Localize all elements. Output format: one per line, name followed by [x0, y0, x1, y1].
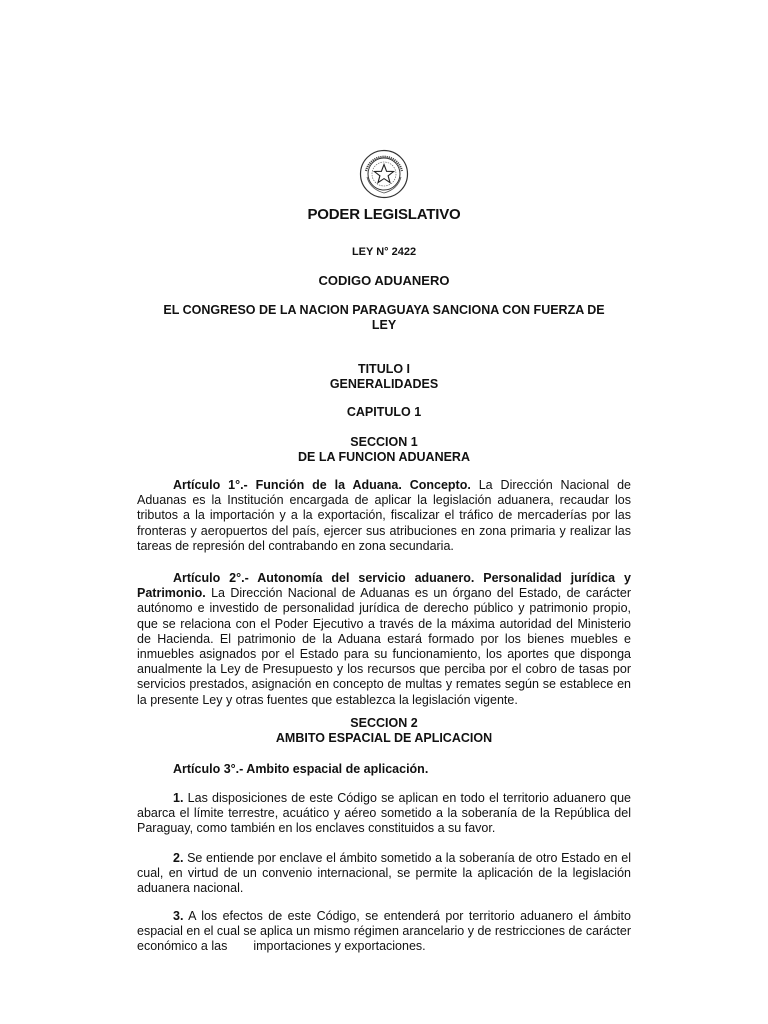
- page-title: PODER LEGISLATIVO: [307, 206, 461, 223]
- seccion1-heading: [130, 435, 638, 465]
- articulo-3-item-3: [137, 909, 631, 955]
- item-3-text-a: A los efectos de este Código, se entenderá por territorio aduanero el ámbito espacial en el cual se aplica un mismo régimen arancelario y de restricciones de carácter económico a las: [137, 909, 631, 954]
- articulo-3-heading: Artículo 3°.- Ambito espacial de aplicación.: [173, 762, 429, 776]
- enactment-clause: [130, 303, 638, 333]
- articulo-3-item-1: [137, 791, 631, 837]
- seccion1-number: SECCION 1: [350, 435, 418, 449]
- seccion2-name: AMBITO ESPACIAL DE APLICACION: [275, 731, 493, 745]
- item-2-number: 2.: [173, 851, 184, 865]
- code-name: CODIGO ADUANERO: [318, 273, 450, 288]
- articulo-1-body: La Dirección Nacional de Aduanas es la Institución encargada de aplicar la legislación aduanera, recaudar los tributos a la importación y a la exportación, fiscalizar el tráfico de mercaderías por las fronteras y aeropuertos del país, ejercer sus atribuciones en zona primaria y realizar las tareas de represión del contrabando en zona secundaria.: [137, 478, 631, 553]
- titulo-heading: [130, 362, 638, 392]
- capitulo-heading: CAPITULO 1: [346, 405, 422, 419]
- titulo-number: TITULO I: [357, 362, 411, 376]
- item-2-text: Se entiende por enclave el ámbito sometido a la soberanía de otro Estado en el cual, en virtud de un convenio internacional, se permite la aplicación de la legislación aduanera nacional.: [137, 851, 631, 896]
- articulo-2-heading: Artículo 2°.- Autonomía del servicio aduanero. Personalidad jurídica y Patrimonio.: [137, 571, 631, 601]
- seccion1-name: DE LA FUNCION ADUANERA: [298, 450, 470, 464]
- item-1-number: 1.: [173, 791, 184, 805]
- enactment-clause-line1: EL CONGRESO DE LA NACION PARAGUAYA SANCIONA CON FUERZA DE: [163, 303, 605, 317]
- enactment-clause-line2: LEY: [371, 318, 397, 332]
- articulo-2: [137, 571, 631, 708]
- seccion2-number: SECCION 2: [350, 716, 418, 730]
- articulo-3-item-2: [137, 851, 631, 897]
- item-3-number: 3.: [173, 909, 184, 923]
- item-3-text-b: importaciones y exportaciones.: [253, 939, 426, 954]
- articulo-3-heading-para: [137, 762, 631, 777]
- titulo-name: GENERALIDADES: [329, 377, 439, 391]
- articulo-2-body: La Dirección Nacional de Aduanas es un órgano del Estado, de carácter autónomo e investido de personalidad jurídica de derecho público y patrimonio propio, que se relaciona con el Poder Ejecutivo a través de la máxima autoridad del Ministerio de Hacienda. El patrimonio de la Aduana estará formado por los bienes muebles e inmuebles asignados por el Estado para su funcionamiento, los aportes que disponga anualmente la Ley de Presupuesto y los recursos que perciba por el cobro de tasas por servicios prestados, asignación en concepto de multas y remates según se establece en la presente Ley y otras fuentes que establezca la legislación vigente.: [137, 586, 631, 707]
- law-number: LEY N° 2422: [351, 246, 417, 258]
- articulo-1-heading: Artículo 1°.- Función de la Aduana. Concepto.: [173, 478, 471, 492]
- articulo-1: [137, 478, 631, 554]
- item-1-text: Las disposiciones de este Código se aplican en todo el territorio aduanero que abarca el límite terrestre, acuático y aéreo sometido a la soberanía de la República del Paraguay, como también en los enclaves constituidos a su favor.: [137, 791, 631, 836]
- national-seal-icon: [359, 149, 409, 199]
- seccion2-heading: [130, 716, 638, 746]
